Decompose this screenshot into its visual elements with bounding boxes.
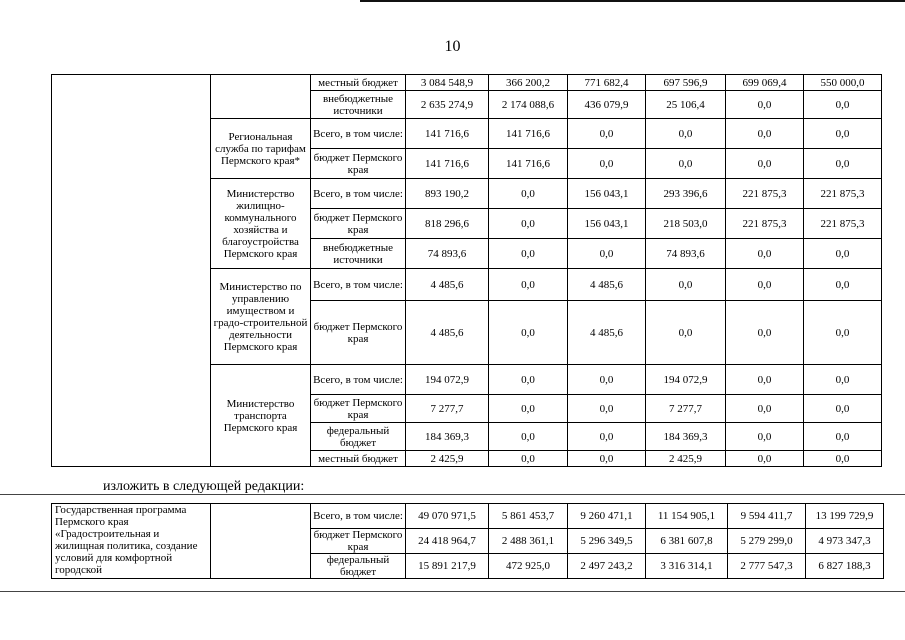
value-cell: 7 277,7	[646, 395, 726, 423]
value-cell: 0,0	[804, 91, 882, 119]
value-cell: 184 369,3	[646, 423, 726, 451]
value-cell: 771 682,4	[568, 75, 646, 91]
source-cell: бюджет Пермского края	[311, 209, 406, 239]
value-cell: 74 893,6	[406, 239, 489, 269]
value-cell: 49 070 971,5	[406, 504, 489, 529]
organization-cell: Министерство жилищно-коммунального хозяйства и благоустройства Пермского края	[211, 179, 311, 269]
source-cell: Всего, в том числе:	[311, 365, 406, 395]
value-cell: 2 635 274,9	[406, 91, 489, 119]
value-cell: 0,0	[804, 395, 882, 423]
funding-table-new	[51, 503, 884, 579]
value-cell: 221 875,3	[726, 209, 804, 239]
table-row	[52, 75, 882, 91]
organization-cell: Региональная служба по тарифам Пермского края*	[211, 119, 311, 179]
program-blank-cell	[52, 75, 211, 467]
value-cell: 0,0	[646, 119, 726, 149]
value-cell: 3 084 548,9	[406, 75, 489, 91]
value-cell: 5 861 453,7	[489, 504, 568, 529]
value-cell: 818 296,6	[406, 209, 489, 239]
source-cell: внебюджетные источники	[311, 91, 406, 119]
value-cell: 893 190,2	[406, 179, 489, 209]
value-cell: 7 277,7	[406, 395, 489, 423]
page-bottom-rule	[0, 591, 905, 592]
value-cell: 5 296 349,5	[568, 529, 646, 554]
value-cell: 15 891 217,9	[406, 554, 489, 579]
value-cell: 0,0	[489, 209, 568, 239]
funding-table-old-body	[52, 75, 882, 467]
value-cell: 0,0	[489, 269, 568, 301]
value-cell: 0,0	[646, 301, 726, 365]
value-cell: 2 425,9	[406, 451, 489, 467]
value-cell: 2 488 361,1	[489, 529, 568, 554]
value-cell: 4 973 347,3	[806, 529, 884, 554]
value-cell: 156 043,1	[568, 209, 646, 239]
value-cell: 0,0	[489, 239, 568, 269]
value-cell: 141 716,6	[489, 149, 568, 179]
value-cell: 0,0	[646, 149, 726, 179]
value-cell: 697 596,9	[646, 75, 726, 91]
value-cell: 0,0	[568, 451, 646, 467]
value-cell: 6 827 188,3	[806, 554, 884, 579]
value-cell: 472 925,0	[489, 554, 568, 579]
value-cell: 221 875,3	[726, 179, 804, 209]
value-cell: 13 199 729,9	[806, 504, 884, 529]
value-cell: 0,0	[489, 451, 568, 467]
page-number: 10	[444, 38, 461, 55]
table-row	[52, 504, 884, 529]
value-cell: 0,0	[568, 119, 646, 149]
value-cell: 0,0	[489, 179, 568, 209]
value-cell: 0,0	[568, 423, 646, 451]
source-cell: Всего, в том числе:	[311, 119, 406, 149]
source-cell: бюджет Пермского края	[311, 149, 406, 179]
source-cell: бюджет Пермского края	[311, 529, 406, 554]
value-cell: 0,0	[726, 395, 804, 423]
value-cell: 0,0	[489, 395, 568, 423]
source-cell: бюджет Пермского края	[311, 301, 406, 365]
value-cell: 0,0	[726, 149, 804, 179]
value-cell: 0,0	[489, 301, 568, 365]
value-cell: 11 154 905,1	[646, 504, 728, 529]
value-cell: 24 418 964,7	[406, 529, 489, 554]
org-blank-cell	[211, 504, 311, 579]
source-cell: местный бюджет	[311, 75, 406, 91]
value-cell: 4 485,6	[568, 269, 646, 301]
value-cell: 0,0	[726, 119, 804, 149]
value-cell: 3 316 314,1	[646, 554, 728, 579]
value-cell: 0,0	[726, 301, 804, 365]
value-cell: 0,0	[726, 91, 804, 119]
source-cell: Всего, в том числе:	[311, 179, 406, 209]
value-cell: 0,0	[804, 149, 882, 179]
source-cell: федеральный бюджет	[311, 554, 406, 579]
value-cell: 221 875,3	[804, 179, 882, 209]
value-cell: 0,0	[726, 239, 804, 269]
value-cell: 436 079,9	[568, 91, 646, 119]
value-cell: 141 716,6	[406, 119, 489, 149]
value-cell: 0,0	[804, 365, 882, 395]
value-cell: 74 893,6	[646, 239, 726, 269]
top-rule	[360, 0, 905, 2]
value-cell: 0,0	[489, 423, 568, 451]
value-cell: 0,0	[804, 423, 882, 451]
value-cell: 699 069,4	[726, 75, 804, 91]
value-cell: 0,0	[568, 239, 646, 269]
value-cell: 366 200,2	[489, 75, 568, 91]
source-cell: бюджет Пермского края	[311, 395, 406, 423]
value-cell: 2 425,9	[646, 451, 726, 467]
value-cell: 0,0	[726, 423, 804, 451]
source-cell: Всего, в том числе:	[311, 269, 406, 301]
value-cell: 4 485,6	[406, 269, 489, 301]
funding-table-new-body	[52, 504, 884, 579]
program-name-cell: Государственная программа Пермского края «Градостроительная и жилищная политика, создание условий для комфортной городской	[52, 504, 211, 579]
org-blank-cell	[211, 75, 311, 119]
source-cell: внебюджетные источники	[311, 239, 406, 269]
value-cell: 0,0	[646, 269, 726, 301]
value-cell: 194 072,9	[646, 365, 726, 395]
value-cell: 4 485,6	[406, 301, 489, 365]
value-cell: 0,0	[568, 395, 646, 423]
value-cell: 0,0	[804, 301, 882, 365]
value-cell: 0,0	[726, 451, 804, 467]
value-cell: 2 777 547,3	[728, 554, 806, 579]
value-cell: 2 497 243,2	[568, 554, 646, 579]
value-cell: 184 369,3	[406, 423, 489, 451]
source-cell: местный бюджет	[311, 451, 406, 467]
source-cell: федеральный бюджет	[311, 423, 406, 451]
amendment-phrase: изложить в следующей редакции:	[103, 479, 305, 494]
value-cell: 6 381 607,8	[646, 529, 728, 554]
value-cell: 2 174 088,6	[489, 91, 568, 119]
value-cell: 0,0	[804, 239, 882, 269]
value-cell: 221 875,3	[804, 209, 882, 239]
organization-cell: Министерство транспорта Пермского края	[211, 365, 311, 467]
value-cell: 0,0	[568, 149, 646, 179]
value-cell: 550 000,0	[804, 75, 882, 91]
value-cell: 218 503,0	[646, 209, 726, 239]
value-cell: 25 106,4	[646, 91, 726, 119]
value-cell: 0,0	[804, 119, 882, 149]
value-cell: 0,0	[726, 269, 804, 301]
value-cell: 0,0	[726, 365, 804, 395]
value-cell: 0,0	[568, 365, 646, 395]
value-cell: 0,0	[804, 451, 882, 467]
value-cell: 293 396,6	[646, 179, 726, 209]
value-cell: 9 594 411,7	[728, 504, 806, 529]
section-rule	[0, 494, 905, 495]
funding-table-old	[51, 74, 882, 467]
value-cell: 5 279 299,0	[728, 529, 806, 554]
value-cell: 0,0	[489, 365, 568, 395]
organization-cell: Министерство по управлению имуществом и градо-строительной деятельности Пермского края	[211, 269, 311, 365]
value-cell: 156 043,1	[568, 179, 646, 209]
value-cell: 141 716,6	[406, 149, 489, 179]
source-cell: Всего, в том числе:	[311, 504, 406, 529]
value-cell: 9 260 471,1	[568, 504, 646, 529]
value-cell: 194 072,9	[406, 365, 489, 395]
value-cell: 4 485,6	[568, 301, 646, 365]
value-cell: 141 716,6	[489, 119, 568, 149]
value-cell: 0,0	[804, 269, 882, 301]
